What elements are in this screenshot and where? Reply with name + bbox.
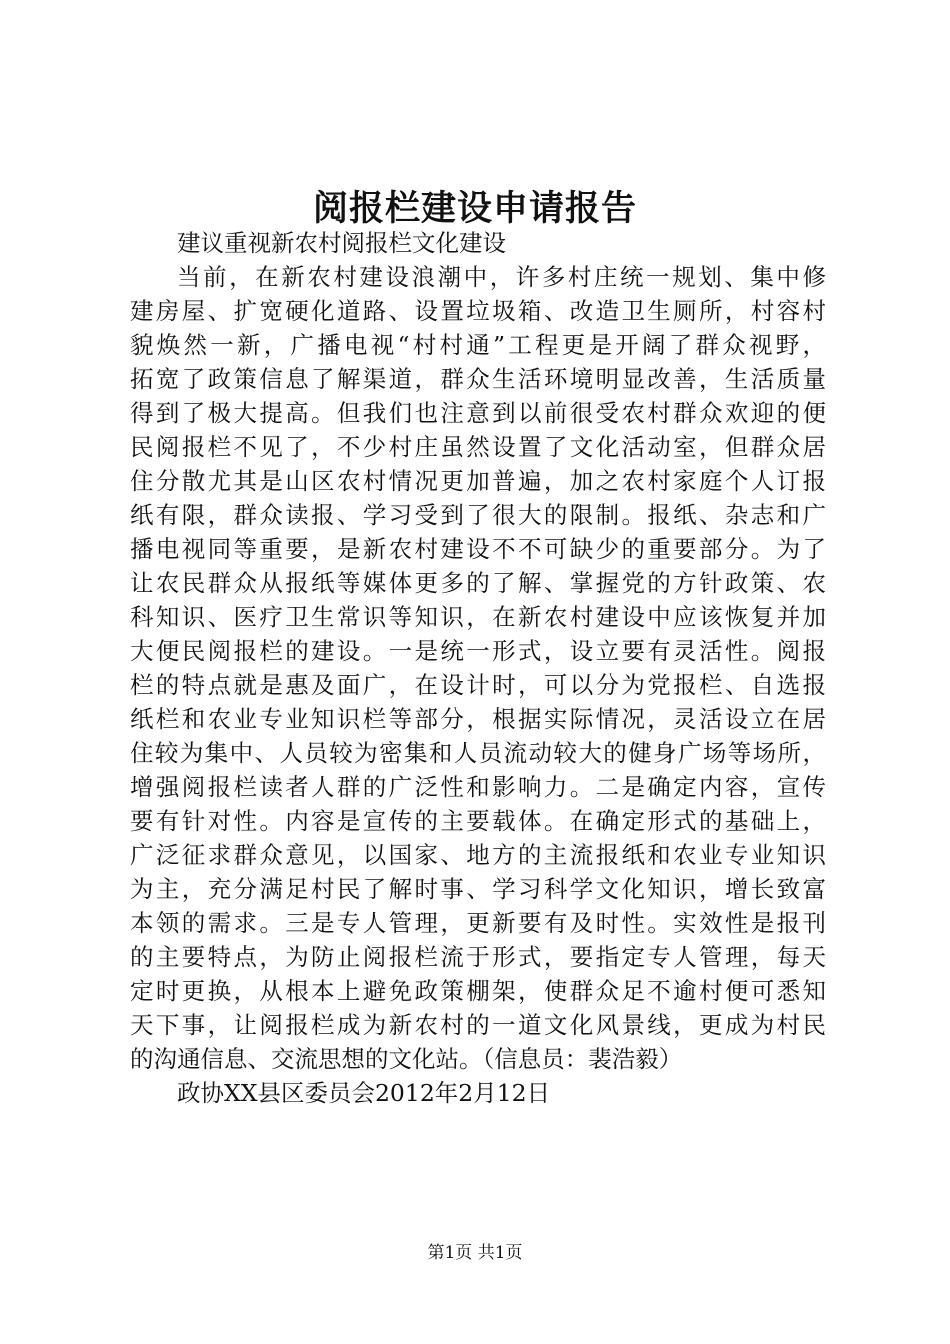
document-signature: 政协XX县区委员会2012年2月12日 [177,1079,551,1107]
body-line: 广泛征求群众意见，以国家、地方的主流报纸和农业专业知识 [130,841,826,869]
body-line: 播电视同等重要，是新农村建设不不可缺少的重要部分。为了 [130,535,826,563]
body-line: 科知识、医疗卫生常识等知识，在新农村建设中应该恢复并加 [130,603,826,631]
body-line: 纸栏和农业专业知识栏等部分，根据实际情况，灵活设立在居 [130,705,826,733]
page-footer: 第1页 共1页 [427,1243,523,1263]
body-line: 本领的需求。三是专人管理，更新要有及时性。实效性是报刊 [130,909,826,937]
body-line: 貌焕然一新，广播电视“村村通”工程更是开阔了群众视野， [130,331,826,359]
body-line: 的主要特点，为防止阅报栏流于形式，要指定专人管理，每天 [130,943,826,971]
body-line: 得到了极大提高。但我们也注意到以前很受农村群众欢迎的便 [130,399,826,427]
body-line: 让农民群众从报纸等媒体更多的了解、掌握党的方针政策、农 [130,569,826,597]
body-line: 栏的特点就是惠及面广，在设计时，可以分为党报栏、自选报 [130,671,826,699]
body-line: 民阅报栏不见了，不少村庄虽然设置了文化活动室，但群众居 [130,433,826,461]
body-line: 住较为集中、人员较为密集和人员流动较大的健身广场等场所， [130,739,826,767]
document-title: 阅报栏建设申请报告 [312,188,637,229]
body-line: 纸有限，群众读报、学习受到了很大的限制。报纸、杂志和广 [130,501,826,529]
body-line: 当前，在新农村建设浪潮中，许多村庄统一规划、集中修 [177,263,826,291]
body-line: 天下事，让阅报栏成为新农村的一道文化风景线，更成为村民 [130,1011,826,1039]
body-line: 要有针对性。内容是宣传的主要载体。在确定形式的基础上， [130,807,826,835]
body-line: 增强阅报栏读者人群的广泛性和影响力。二是确定内容，宣传 [130,773,826,801]
body-line: 大便民阅报栏的建设。一是统一形式，设立要有灵活性。阅报 [130,637,826,665]
body-line: 为主，充分满足村民了解时事、学习科学文化知识，增长致富 [130,875,826,903]
body-line: 拓宽了政策信息了解渠道，群众生活环境明显改善，生活质量 [130,365,826,393]
body-line: 住分散尤其是山区农村情况更加普遍，加之农村家庭个人订报 [130,467,826,495]
document-subtitle: 建议重视新农村阅报栏文化建设 [177,229,506,257]
document-body [130,226,826,1110]
body-line: 定时更换，从根本上避免政策棚架，使群众足不逾村便可悉知 [130,977,826,1005]
body-line: 的沟通信息、交流思想的文化站。（信息员：裴浩毅） [130,1045,683,1073]
body-line: 建房屋、扩宽硬化道路、设置垃圾箱、改造卫生厕所，村容村 [130,297,826,325]
